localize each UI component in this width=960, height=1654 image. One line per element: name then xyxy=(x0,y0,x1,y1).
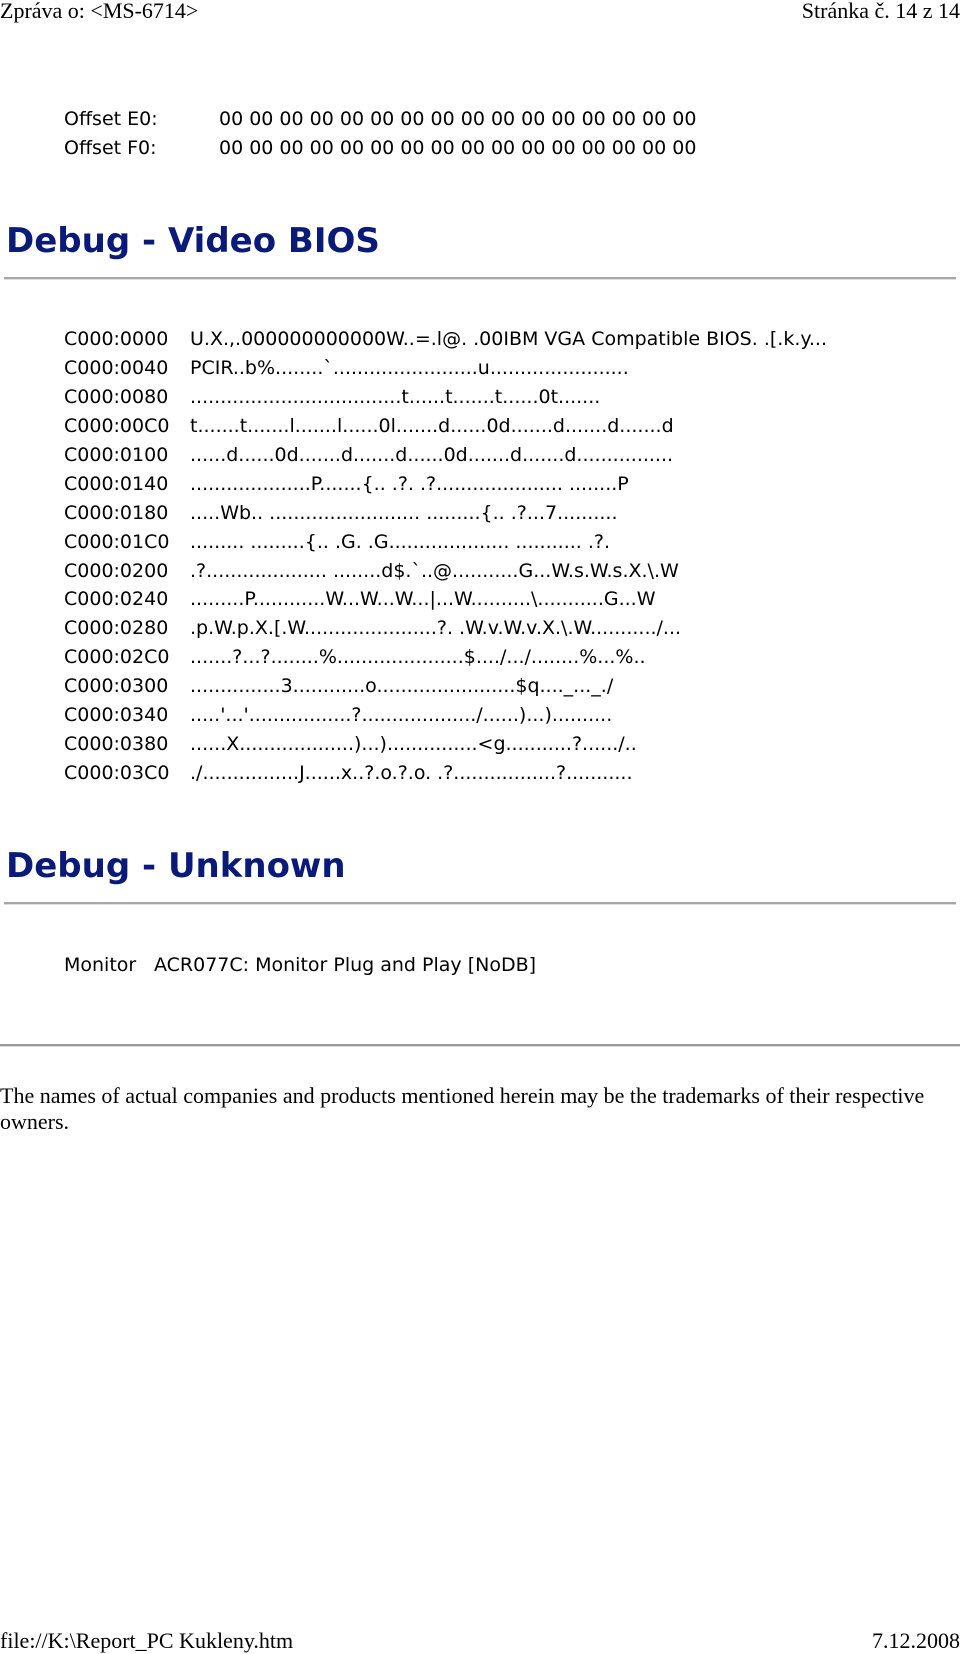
table-row xyxy=(64,758,827,787)
section-divider xyxy=(4,902,956,905)
table-row xyxy=(64,527,827,556)
bios-data: .....'...'.................?.................../......)...).......... xyxy=(190,704,613,727)
bios-address: C000:0040 xyxy=(64,357,169,380)
table-row xyxy=(64,701,827,730)
bios-data: ./................J......x..?.o.?.o. .?.................?........... xyxy=(190,761,633,784)
bios-address: C000:0280 xyxy=(64,617,169,640)
bios-address: C000:0340 xyxy=(64,704,169,727)
bios-data: .........P............W...W...W...|...W..........\...........G...W xyxy=(190,588,656,611)
page-header-page-number: Stránka č. 14 z 14 xyxy=(801,0,960,23)
bios-address: C000:02C0 xyxy=(64,646,170,669)
bios-address: C000:0380 xyxy=(64,732,169,755)
section-title-video-bios: Debug - Video BIOS xyxy=(6,221,380,261)
bios-address: C000:0000 xyxy=(64,328,169,351)
unknown-devices-table xyxy=(64,950,536,979)
trademark-disclaimer: The names of actual companies and products mentioned herein may be the trademarks of their respective owners. xyxy=(0,1083,925,1134)
table-row xyxy=(64,729,827,758)
bios-address: C000:01C0 xyxy=(64,530,170,553)
bios-data: ....................P.......{.. .?. .?..................... ........P xyxy=(190,472,629,495)
device-label: Monitor xyxy=(64,953,137,976)
bios-data: ...................................t......t.......t......0t....... xyxy=(190,386,601,409)
device-value: ACR077C: Monitor Plug and Play [NoDB] xyxy=(154,953,537,976)
bios-data: ......d......0d.......d.......d......0d.......d.......d................ xyxy=(190,444,674,466)
page-footer-date: 7.12.2008 xyxy=(872,1628,960,1653)
table-row xyxy=(64,950,536,979)
bios-data: .p.W.p.X.[.W......................?. .W.v.W.v.X.\.W.........../... xyxy=(190,617,682,640)
bios-data: .?.................... ........d$.`..@...........G...W.s.W.s.X.\.W xyxy=(190,559,679,582)
page-header-title: Zpráva o: <MS-6714> xyxy=(0,0,199,23)
table-row xyxy=(64,104,696,133)
page-footer-file-path: file://K:\Report_PC Kukleny.htm xyxy=(0,1628,294,1653)
table-row xyxy=(64,614,827,643)
offset-label: Offset E0: xyxy=(64,107,158,130)
table-row xyxy=(64,498,827,527)
bios-address: C000:0080 xyxy=(64,386,169,409)
table-row xyxy=(64,325,827,354)
bios-data: ...............3............o.......................$q...._..._./ xyxy=(190,675,614,698)
section-title-unknown: Debug - Unknown xyxy=(6,846,346,886)
offset-value: 00 00 00 00 00 00 00 00 00 00 00 00 00 00 00 00 xyxy=(219,107,697,130)
table-row xyxy=(64,354,827,383)
table-row xyxy=(64,469,827,498)
offsets-table xyxy=(64,104,696,162)
table-row xyxy=(64,672,827,701)
bios-data: ......X...................)...)...............<g...........?....../.. xyxy=(190,732,637,755)
table-row xyxy=(64,383,827,412)
table-row xyxy=(64,556,827,585)
table-row xyxy=(64,441,827,470)
bios-address: C000:03C0 xyxy=(64,761,170,784)
bios-data: .....Wb.. ......................... .........{.. .?...7.......... xyxy=(190,501,618,524)
bios-address: C000:0140 xyxy=(64,472,169,495)
video-bios-dump-table xyxy=(64,325,827,787)
section-divider xyxy=(4,277,956,280)
offset-label: Offset F0: xyxy=(64,136,157,159)
bios-data: t.......t.......l.......l......0l.......d......0d.......d.......d.......d xyxy=(190,415,674,438)
table-row xyxy=(64,585,827,614)
bios-address: C000:0180 xyxy=(64,501,169,524)
offset-value: 00 00 00 00 00 00 00 00 00 00 00 00 00 00 00 00 xyxy=(219,136,697,159)
bios-address: C000:0100 xyxy=(64,444,169,466)
table-row xyxy=(64,133,696,162)
bios-address: C000:0240 xyxy=(64,588,169,611)
bios-data: ......... .........{.. .G. .G.................... ........... .?. xyxy=(190,530,611,553)
footer-divider xyxy=(0,1044,960,1047)
bios-data: U.X.,.000000000000W..=.l@. .00IBM VGA Compatible BIOS. .[.k.y... xyxy=(190,328,828,351)
bios-address: C000:0200 xyxy=(64,559,169,582)
bios-data: PCIR..b%........`........................u....................... xyxy=(190,357,629,380)
bios-data: .......?...?........%.....................$..../.../........%...%.. xyxy=(190,646,646,669)
bios-address: C000:0300 xyxy=(64,675,169,698)
bios-address: C000:00C0 xyxy=(64,415,170,438)
table-row xyxy=(64,412,827,441)
table-row xyxy=(64,643,827,672)
